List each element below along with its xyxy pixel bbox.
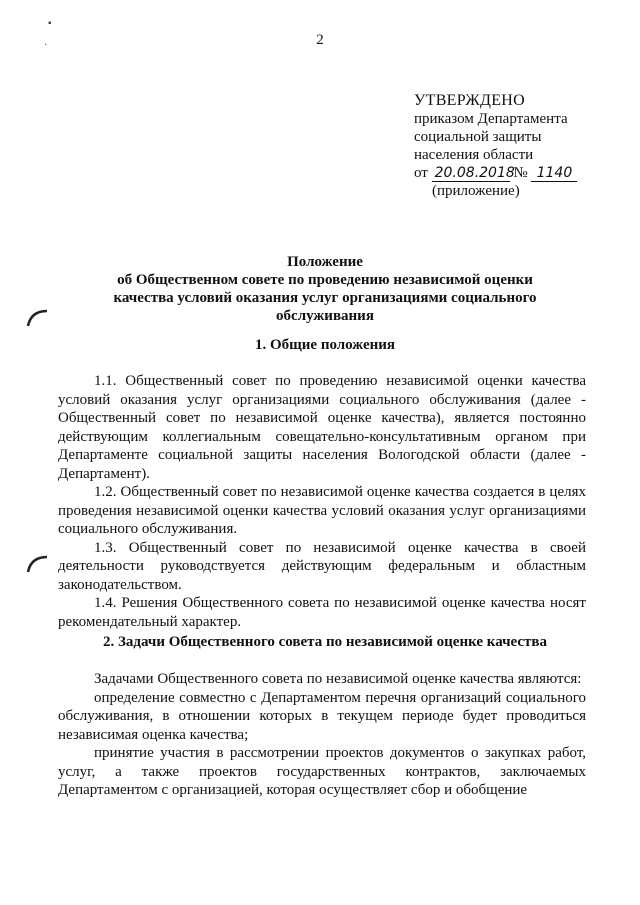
page-number: 2 (316, 32, 324, 48)
approved-label: УТВЕРЖДЕНО (414, 92, 526, 109)
approval-line: населения области (414, 147, 534, 163)
paragraph: 1.3. Общественный совет по независимой оценке качества в своей деятельности руководствуется действующим федеральным и областным законодательством. (58, 539, 586, 593)
date-number-row (414, 164, 624, 182)
title-line: Положение (287, 254, 363, 270)
document-title (60, 253, 590, 325)
number-prefix: № (513, 165, 528, 181)
appendix-label: (приложение) (432, 183, 520, 199)
paragraph: 1.1. Общественный совет по проведению независимой оценки качества условий оказания услуг организациями социального обслуживания (далее - Общественный совет по независимой оценке качества), является постоянно действующим коллегиальным совещательно-консультативным органом при Департаменте социальной защиты населения Вологодской области (далее - Департамент). (58, 373, 586, 482)
approval-line: социальной защиты (414, 129, 542, 145)
paragraph: 1.2. Общественный совет по независимой оценке качества создается в целях проведения независимой оценки качества условий оказания услуг организациями социального обслуживания. (58, 484, 586, 537)
scan-mark: ▪ (48, 18, 52, 29)
approval-line: приказом Департамента (414, 111, 568, 127)
hole-punch-mark-icon (26, 552, 50, 576)
approval-stamp (414, 92, 624, 200)
section-2-body (58, 670, 586, 800)
handwritten-date: 20.08.2018 (432, 166, 510, 182)
title-line: об Общественном совете по проведению независимой оценки (117, 272, 533, 288)
paragraph: принятие участия в рассмотрении проектов документов о закупках работ, услуг, а также проектов государственных контрактов, заключаемых Департаментом с организацией, которая осуществляет сбор и обобщение (58, 745, 586, 798)
paragraph: определение совместно с Департаментом перечня организаций социального обслуживания, в отношении которых в текущем периоде будет проводиться независимая оценка качества; (58, 689, 586, 743)
date-prefix: от (414, 165, 428, 181)
paragraph: 1.4. Решения Общественного совета по независимой оценке качества носят рекомендательный характер. (58, 595, 586, 630)
handwritten-number: 1140 (531, 166, 577, 182)
scan-mark: · (44, 40, 48, 51)
hole-punch-mark-icon (26, 306, 50, 330)
title-line: качества условий оказания услуг организациями социального (113, 290, 537, 306)
section-1-heading: 1. Общие положения (254, 337, 396, 353)
section-1-body (58, 372, 586, 631)
title-line: обслуживания (276, 308, 374, 324)
paragraph: Задачами Общественного совета по независимой оценке качества являются: (94, 671, 582, 687)
section-2-heading: 2. Задачи Общественного совета по независимой оценке качества (102, 634, 548, 650)
